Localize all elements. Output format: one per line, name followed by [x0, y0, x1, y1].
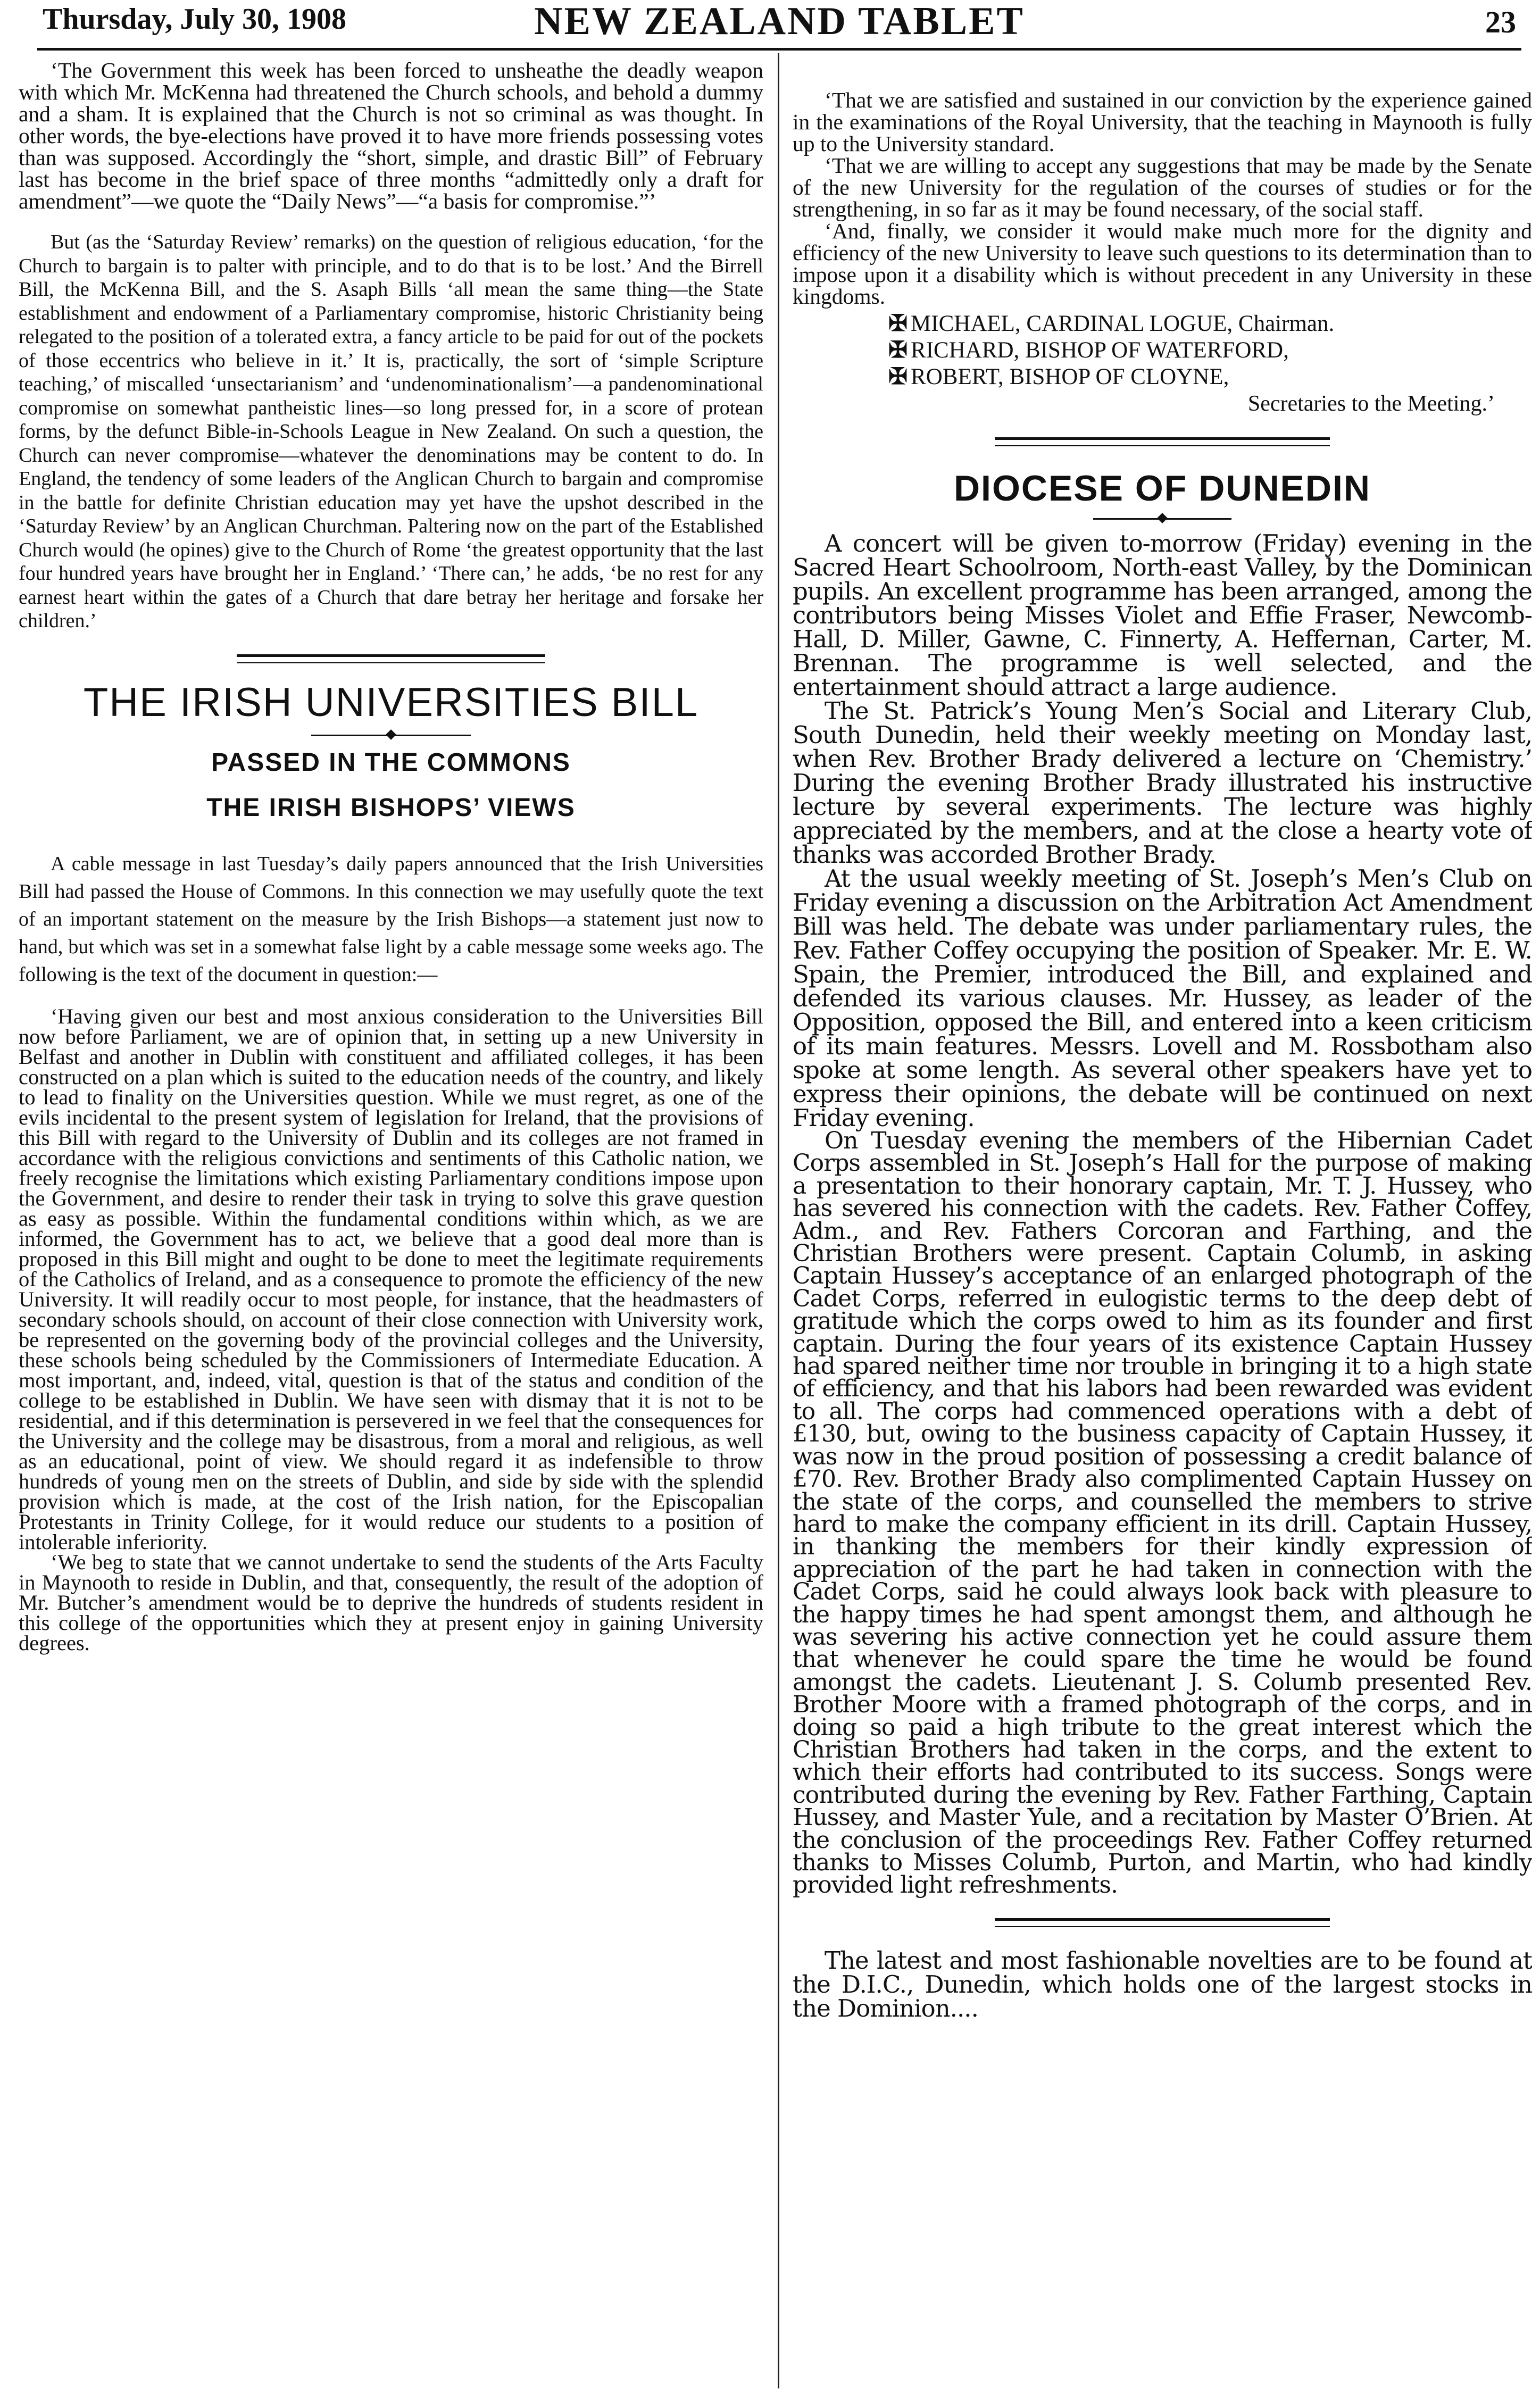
- signatory-name: RICHARD, BISHOP OF WATERFORD,: [911, 338, 1289, 363]
- issue-date: Thursday, July 30, 1908: [43, 3, 347, 36]
- concert-paragraph: A concert will be given to-morrow (Friday) evening in the Sacred Heart Schoolroom, North-east Valley, by the Dominican pupils. An excellent programme has been arranged, among the contributors being Misses Violet and Effie Fraser, Newcomb-Hall, D. Miller, Gawne, C. Finnerty, A. Heffernan, Carter, M. Brennan. The programme is well selected, and the entertainment should attract a large audience.: [793, 529, 1532, 701]
- arts-faculty-paragraph: ‘We beg to state that we cannot undertake to send the students of the Arts Faculty in Maynooth to reside in Dublin, and that, consequently, the result of the adoption of Mr. Butcher’s amendment would be to deprive the hundreds of students resident in this college of the opportunities which they at present enjoy in gaining University degrees.: [19, 1550, 763, 1655]
- cross-icon: ✠: [888, 364, 908, 389]
- signatory-name: ROBERT, BISHOP OF CLOYNE,: [911, 364, 1229, 389]
- st-josephs-club-paragraph: At the usual weekly meeting of St. Joseph’s Men’s Club on Friday evening a discussion on the Arbitration Act Amendment Bill was held. The debate was under parliamentary rules, the Rev. Father Coffey occupying the position of Speaker. Mr. E. W. Spain, the Premier, introduced the Bill, and explained and defended its various clauses. Mr. Hussey, as leader of the Opposition, opposed the Bill, and entered into a keen criticism of its main features. Messrs. Lovell and M. Rossbotham also spoke at some length. As several other speakers have yet to express their opinions, the debate will be continued on next Friday evening.: [793, 864, 1532, 1132]
- section-divider-rule: [237, 654, 545, 663]
- cable-message-paragraph: A cable message in last Tuesday’s daily papers announced that the Irish Universities Bill had passed the House of Commons. In this connection we may usefully quote the text of an important statement on the measure by the Irish Bishops—a statement just now to hand, but which was set in a somewhat false light by a cable message some weeks ago. The following is the text of the document in question:—: [19, 852, 763, 986]
- diocese-dunedin-heading: DIOCESE OF DUNEDIN: [953, 468, 1371, 509]
- signatories-block: [793, 311, 1532, 417]
- cross-icon: ✠: [888, 338, 908, 363]
- spacer: [19, 777, 763, 793]
- finally-paragraph: ‘And, finally, we consider it would make much more for the dignity and efficiency of the new University to leave such questions to its determination than to impose upon it a disability which is without precedent in any University in these kingdoms.: [793, 219, 1532, 309]
- bishops-views-subheading: THE IRISH BISHOPS’ VIEWS: [206, 793, 576, 822]
- dic-advertisement-paragraph: The latest and most fashionable novelties are to be found at the D.I.C., Dunedin, which holds one of the largest stocks in the Dominion....: [793, 1946, 1532, 2022]
- signatory-name: MICHAEL, CARDINAL LOGUE, Chairman.: [911, 311, 1335, 336]
- willing-paragraph: ‘That we are willing to accept any suggestions that may be made by the Senate of the new University for the regulation of the courses of studies or for the strengthening, in so far as it may be found necessary, of the social staff.: [793, 153, 1532, 221]
- masthead-title: NEW ZEALAND TABLET: [534, 0, 1025, 43]
- cadet-corps-paragraph: On Tuesday evening the members of the Hibernian Cadet Corps assembled in St. Joseph’s Hall for the purpose of making a presentation to their honorary captain, Mr. T. J. Hussey, who has severed his connection with the cadets. Rev. Father Coffey, Adm., and Rev. Fathers Corcoran and Farthing, and the Christian Brothers were present. Captain Columb, in asking Captain Hussey’s acceptance of an enlarged photograph of the Cadet Corps, referred in eulogistic terms to the deep debt of gratitude which the corps owed to him as its founder and first captain. During the four years of its existence Captain Hussey had spared neither time nor trouble in bringing it to a high state of efficiency, and that his labors had been rewarded was evident to all. The corps had commenced operations with a debt of £130, but, owing to the business capacity of Captain Hussey, it was now in the proud position of possessing a credit balance of £70. Rev. Brother Brady also complimented Captain Hussey on the state of the corps, and counselled the members to strive hard to make the company efficient in its drill. Captain Hussey, in thanking the members for their kindly expression of appreciation of the part he had taken in connection with the Cadet Corps, said he could always look back with pleasure to the happy times he had spent amongst them, and although he was severing his active connection yet he could assure them that whenever he could spare the time he would be found amongst the cadets. Lieutenant J. S. Columb presented Rev. Brother Moore with a framed photograph of the corps, and in doing so paid a high tribute to the great interest which the Christian Brothers had taken in the corps, and the extent to which their efforts had contributed to its success. Songs were contributed during the evening by Rev. Father Farthing, Captain Hussey, and Master Yule, and a recitation by Master O’Brien. At the conclusion of the proceedings Rev. Father Coffey returned thanks to Misses Columb, Purton, and Martin, who had kindly provided light refreshments.: [793, 1127, 1532, 1899]
- signatory-waterford: [793, 337, 1532, 364]
- cross-icon: ✠: [888, 311, 908, 336]
- page-header: [37, 0, 1521, 51]
- secretaries-line: Secretaries to the Meeting.’: [1247, 392, 1495, 416]
- heading-ornament-rule: [1093, 513, 1231, 524]
- section-divider-rule: [995, 1918, 1330, 1927]
- page-number: 23: [1485, 5, 1516, 39]
- heading-ornament-rule: [311, 730, 471, 740]
- passed-commons-subheading: PASSED IN THE COMMONS: [211, 748, 571, 777]
- right-column: [793, 59, 1532, 2383]
- signatory-logue: [793, 311, 1532, 337]
- signatory-cloyne: [793, 364, 1532, 390]
- satisfied-paragraph: ‘That we are satisfied and sustained in our conviction by the experience gained in the examinations of the Royal University, that the teaching in Maynooth is fully up to the University standard.: [793, 88, 1532, 156]
- diamond-ornament-icon: [1157, 513, 1168, 523]
- st-patricks-club-paragraph: The St. Patrick’s Young Men’s Social and Literary Club, South Dunedin, held their weekly meeting on Monday last, when Rev. Brother Brady delivered a lecture on ‘Chemistry.’ During the evening Brother Brady illustrated his instructive lecture by several experiments. The lecture was highly appreciated by the members, and at the close a hearty vote of thanks was accorded Brother Brady.: [793, 697, 1532, 869]
- diamond-ornament-icon: [386, 729, 396, 740]
- saturday-review-paragraph: But (as the ‘Saturday Review’ remarks) on the question of religious education, ‘for the Church to bargain is to palter with principle, and to do that is to be lost.’ And the Birrell Bill, the McKenna Bill, and the S. Asaph Bills ‘all mean the same thing—the State establishment and endowment of a Parliamentary compromise, historic Christianity being relegated to the position of a tolerated extra, a fancy article to be paid for out of the pockets of those eccentrics who believe in it.’ It is, practically, the sort of ‘simple Scripture teaching,’ of miscalled ‘unsectarianism’ and ‘undenominationalism’—a pandenominational compromise on somewhat pantheistic lines—so long pressed for, in a score of protean forms, by the defunct Bible-in-Schools League in New Zealand. On such a question, the Church can never compromise—whatever the denominations may be content to do. In England, the tendency of some leaders of the Anglican Church to bargain and compromise in the battle for definite Christian education may yet have the upshot described in the ‘Saturday Review’ by an Anglican Churchman. Paltering now on the part of the Established Church would (he opines) give to the Church of Rome ‘the greatest opportunity that the last four hundred years have brought her in England.’ ‘There can,’ he adds, ‘be no rest for any earnest heart within the gates of a Church that dare betray her heritage and forsake her children.’: [19, 231, 763, 632]
- government-quote-paragraph: ‘The Government this week has been forced to unsheathe the deadly weapon with which Mr. McKenna had threatened the Church schools, and behold a dummy and a sham. It is explained that the Church is not so criminal as was thought. In other words, the bye-elections have proved it to have more friends possessing votes than was supposed. Accordingly the “short, simple, and drastic Bill” of February last has become in the brief space of three months “admittedly only a draft for amendment”—we quote the “Daily News”—“a basis for compromise.”’: [19, 59, 763, 213]
- bishops-document-paragraph: ‘Having given our best and most anxious consideration to the Universities Bill now before Parliament, we are of opinion that, in setting up a new University in Belfast and another in Dublin with constituent and affiliated colleges, it has been constructed on a plan which is suited to the education needs of the country, and likely to lead to finality on the Universities question. While we must regret, as one of the evils incidental to the present system of legislation for Ireland, that the provisions of this Bill with regard to the University of Dublin and its colleges are not framed in accordance with the religious convictions and sentiments of this Catholic nation, we freely recognise the limitations which existing Parliamentary conditions impose upon the Government, and desire to render their task in trying to solve this grave question as easy as possible. Within the fundamental conditions within which, as we are informed, the Government has to act, we believe that a good deal more than is proposed in this Bill might and ought to be done to meet the legitimate requirements of the Catholics of Ireland, and as a consequence to promote the efficiency of the new University. It will readily occur to most people, for instance, that the headmasters of secondary schools should, on account of their close connection with University work, be represented on the governing body of the provincial colleges and the University, these schools being scheduled by the Commissioners of Intermediate Education. A most important, and, indeed, vital, question is that of the status and condition of the college to be established in Dublin. We have seen with dismay that it is not to be residential, and if this determination is persevered in we feel that the consequences for the University and the college may be disastrous, from a moral and religious, as well as an educational, point of view. We should regard it as indefensible to throw hundreds of young men on the streets of Dublin, and side by side with the splendid provision which is made, at the cost of the Irish nation, for the Episcopalian Protestants in Trinity College, for it would reduce our students to a position of intolerable inferiority.: [19, 1004, 763, 1554]
- section-divider-rule: [995, 437, 1330, 446]
- irish-universities-heading: THE IRISH UNIVERSITIES BILL: [83, 679, 699, 725]
- left-column: [19, 59, 763, 2383]
- column-divider: [778, 53, 779, 2388]
